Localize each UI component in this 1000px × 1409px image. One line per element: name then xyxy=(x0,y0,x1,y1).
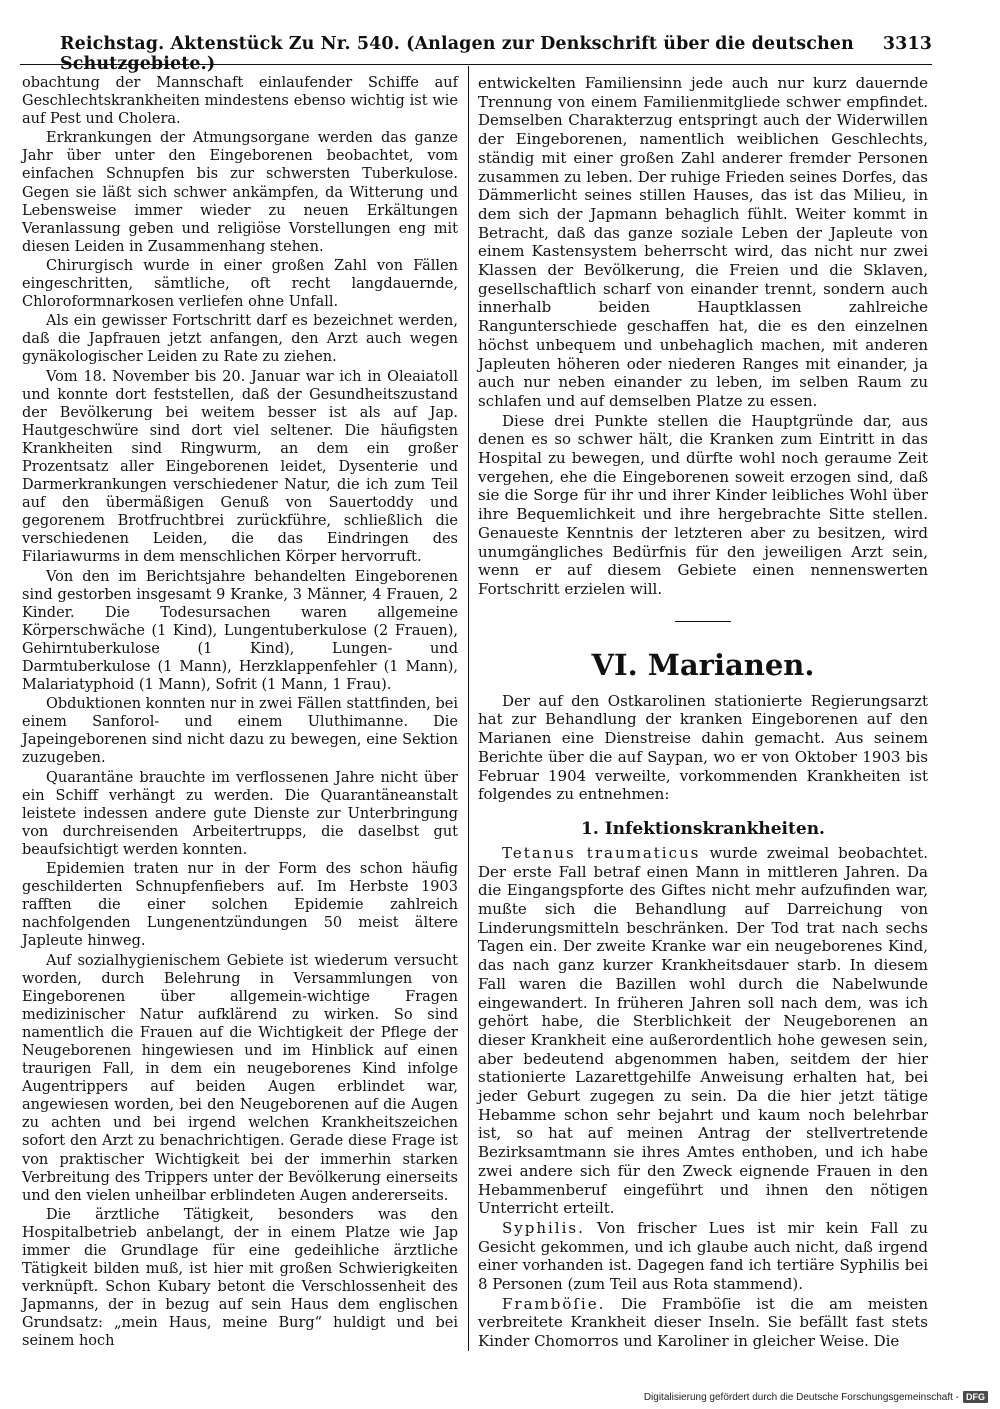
paragraph-text: Von frischer Lues ist mir kein Fall zu Gesicht gekommen, und ich glaube auch nicht, daß irgend einer vorhanden ist. Dagegen fand ich tertiäre Syphilis bei 8 Personen (zum Teil aus Rota stammend). xyxy=(478,1218,928,1294)
paragraph: obachtung der Mannschaft einlaufender Schiffe auf Geschlechtskrankheiten mindestens ebenso wichtig ist wie auf Pest und Cholera. xyxy=(22,75,458,128)
subsection-heading: 1. Infektionskrankheiten. xyxy=(581,818,825,839)
footer-text: Digitalisierung gefördert durch die Deutsche Forschungsgemeinschaft - xyxy=(643,1391,959,1403)
digitization-footer xyxy=(644,1391,988,1403)
paragraph-text: Die Framböſie ist die am meisten verbreitete Krankheit dieser Inseln. Sie befällt fast stets Kinder Chomorros und Karoliner in gleicher Weise. Die xyxy=(478,1294,928,1351)
page-number: 3313 xyxy=(882,34,932,54)
section-separator xyxy=(675,621,731,622)
paragraph: Obduktionen konnten nur in zwei Fällen stattfinden, bei einem Sanforol- und einem Uluthimanne. Die Japeingeborenen sind nicht dazu zu bewegen, eine Sektion zuzugeben. xyxy=(22,696,458,767)
paragraph: Auf sozialhygienischem Gebiete ist wiederum versucht worden, durch Belehrung in Versammlungen von Eingeborenen über allgemein-wichtige Fragen medizinischer Natur aufklärend zu wirken. So sind namentlich die Frauen auf die Wichtigkeit der Pflege der Neugeborenen hingewiesen und im Hinblick auf einen traurigen Fall, in dem ein neugeborenes Kind infolge Augentrippers auf beiden Augen erblindet war, angewiesen worden, bei den Neugeborenen auf die Augen zu achten und bei irgend welchen Krankheitszeichen sofort den Arzt zu benachrichtigen. Gerade diese Frage ist von praktischer Wichtigkeit bei der immerhin starken Verbreitung des Trippers unter der Bevölkerung einerseits und den vielen unheilbar erblindeten Augen andererseits. xyxy=(22,952,458,1204)
paragraph: entwickelten Familiensinn jede auch nur kurz dauernde Trennung von einem Familienmitgliede schwer empfindet. Demselben Charakterzug entspringt auch der Widerwillen der Eingeborenen, namentlich weiblichen Geschlechts, ständig mit einer großen Zahl anderer fremder Personen zusammen zu leben. Der ruhige Frieden seines Dorfes, das Dämmerlicht seines stillen Hauses, das ist das Milieu, in dem sich der Japmann behaglich fühlt. Weiter kommt in Betracht, daß das ganze soziale Leben der Japleute von einem Kastensystem beherrscht wird, das nicht nur zwei Klassen der Bevölkerung, die Freien und die Sklaven, gesellschaftlich scharf von einander trennt, sondern auch innerhalb beiden Hauptklassen zahlreiche Rangunterschiede geschaffen hat, die es den einzelnen höchst unbequem und unbehaglich machen, mit anderen Japleuten höheren oder niederen Ranges mit einander, ja auch nur neben einander zu leben, im selben Raum zu schlafen und auf demselben Platze zu essen. xyxy=(478,74,928,410)
header-title: Reichstag. Aktenstück Zu Nr. 540. (Anlagen zur Denkschrift über die deutschen Schutzgebiete.) xyxy=(60,34,854,74)
paragraph: Diese drei Punkte stellen die Hauptgründe dar, aus denen es so schwer hält, die Kranken zum Eintritt in das Hospital zu bewegen, und dürfte wohl noch geraume Zeit vergehen, ehe die Eingeborenen soweit erzogen sind, daß sie die Sorge für ihr und ihrer Kinder leibliches Wohl über ihre Bequemlichkeit und ihre hergebrachte Sitte stellen. Genaueste Kenntnis der letzteren aber zu besitzen, wird unumgängliches Bedürfnis für den jeweiligen Arzt sein, wenn er auf diesem Gebiete einen nennenswerten Fortschritt erzielen will. xyxy=(478,411,928,598)
section-title: Marianen. xyxy=(647,647,815,682)
paragraph xyxy=(478,844,928,1218)
dfg-logo-icon: DFG xyxy=(963,1391,988,1403)
paragraph: Chirurgisch wurde in einer großen Zahl von Fällen eingeschritten, sämtliche, oft recht langdauernde, Chloroformnarkosen verliefen ohne Unfall. xyxy=(22,257,458,311)
paragraph: Als ein gewisser Fortschritt darf es bezeichnet werden, daß die Japfrauen jetzt anfangen, den Arzt auch wegen gynäkologischer Leiden zu Rate zu ziehen. xyxy=(22,313,458,366)
paragraph-text: wurde zweimal beobachtet. Der erste Fall betraf einen Mann in mittleren Jahren. Da die Eingangspforte des Giftes nicht mehr aufzufinden war, mußte sich die Behandlung auf Darreichung von Linderungsmitteln beschränken. Der Tod trat nach sechs Tagen ein. Der zweite Kranke war ein neugeborenes Kind, das nach ganz kurzer Krankheitsdauer starb. In diesem Fall waren die Bazillen wohl durch die Nabelwunde eingewandert. In früheren Jahren soll nach dem, was ich gehört habe, die Sterblichkeit der Neugeborenen an dieser Krankheit eine außerordentlich hohe gewesen sein, aber bedeutend abgenommen haben, seitdem der hier stationierte Lazarettgehilfe Anweisung erhalten hat, bei jeder Geburt zugegen zu sein. Da die hier jetzt tätige Hebamme schon sehr bejahrt und kaum noch belehrbar ist, so hat auf meinen Antrag der stellvertretende Bezirksamtmann sie ihres Amtes enthoben, und ich habe zwei andere sich für den Zweck eignende Frauen in den Hebammenberuf eingeführt und ihnen den nötigen Unterricht erteilt. xyxy=(478,843,928,1218)
paragraph: Erkrankungen der Atmungsorgane werden das ganze Jahr über unter den Eingeborenen beobachtet, vom einfachen Schnupfen bis zur schwersten Tuberkulose. Gegen sie läßt sich schwer ankämpfen, da Witterung und Lebensweise immer wieder zu neuen Erkältungen Veranlassung geben und religiöse Vorstellungen eng mit diesen Leiden in Zusammenhang stehen. xyxy=(22,130,458,255)
paragraph: Vom 18. November bis 20. Januar war ich in Oleaiatoll und konnte dort feststellen, daß der Gesundheitszustand der Bevölkerung bei weitem besser ist als auf Jap. Hautgeschwüre sind dort viel seltener. Die häufigsten Krankheiten sind Ringwurm, an dem ein großer Prozentsatz aller Eingeborenen leidet, Dysenterie und Darmerkrankungen verschiedener Natur, die ich zum Teil auf den übermäßigen Genuß von Sauertoddy und gegorenem Brotfruchtbrei zurückführe, schließlich die verschiedenen Leiden, die das Eindringen des Filariawurms in dem menschlichen Körper hervorruft. xyxy=(22,368,458,566)
paragraph: Von den im Berichtsjahre behandelten Eingeborenen sind gestorben insgesamt 9 Kranke, 3 Männer, 4 Frauen, 2 Kinder. Die Todesursachen waren allgemeine Körperschwäche (1 Kind), Lungentuberkulose (2 Frauen), Gehirntuberkulose (1 Kind), Lungen- und Darmtuberkulose (1 Mann), Herzklappenfehler (1 Mann), Malariatyphoid (1 Mann), Sofrit (1 Mann, 1 Frau). xyxy=(22,568,458,694)
paragraph xyxy=(478,1219,928,1294)
paragraph-lead: Syphilis. xyxy=(502,1218,585,1237)
section-number: VI. xyxy=(591,647,638,682)
left-column xyxy=(22,74,458,1352)
paragraph xyxy=(478,1295,928,1351)
column-divider xyxy=(468,66,469,1351)
running-header xyxy=(60,34,932,74)
section-intro: Der auf den Ostkarolinen stationierte Regierungsarzt hat zur Behandlung der kranken Eingeborenen auf den Marianen eine Dienstreise dahin gemacht. Aus seinem Berichte über die auf Saypan, wo er von Oktober 1903 bis Februar 1904 verweilte, vorkommenden Krankheiten ist folgendes zu entnehmen: xyxy=(478,691,928,804)
paragraph: Epidemien traten nur in der Form des schon häufig geschilderten Schnupfenfiebers auf. Im Herbste 1903 rafften die einer solchen Epidemie zahlreich nachfolgenden Lungenentzündungen 50 meist ältere Japleute hinweg. xyxy=(22,861,458,950)
paragraph-lead: Framböſie. xyxy=(502,1294,606,1313)
header-rule xyxy=(20,64,932,65)
paragraph: Quarantäne brauchte im verflossenen Jahre nicht über ein Schiff verhängt zu werden. Die Quarantäneanstalt leistete indessen andere gute Dienste zur Unterbringung von durchreisenden Arbeitertrupps, die daselbst gut beaufsichtigt werden konnten. xyxy=(22,769,458,858)
section-heading xyxy=(478,648,928,682)
paragraph: Die ärztliche Tätigkeit, besonders was den Hospitalbetrieb anbelangt, der in einem Platze wie Jap immer die Grundlage für eine gedeihliche ärztliche Tätigkeit bilden muß, ist hier mit großen Schwierigkeiten verknüpft. Schon Kubary betont die Verschlossenheit des Japmanns, der in bezug auf sein Haus dem englischen Grundsatz: „mein Haus, meine Burg“ huldigt und bei seinem hoch xyxy=(22,1206,458,1350)
right-column xyxy=(478,74,928,1352)
paragraph-lead: Tetanus traumaticus xyxy=(502,843,701,862)
